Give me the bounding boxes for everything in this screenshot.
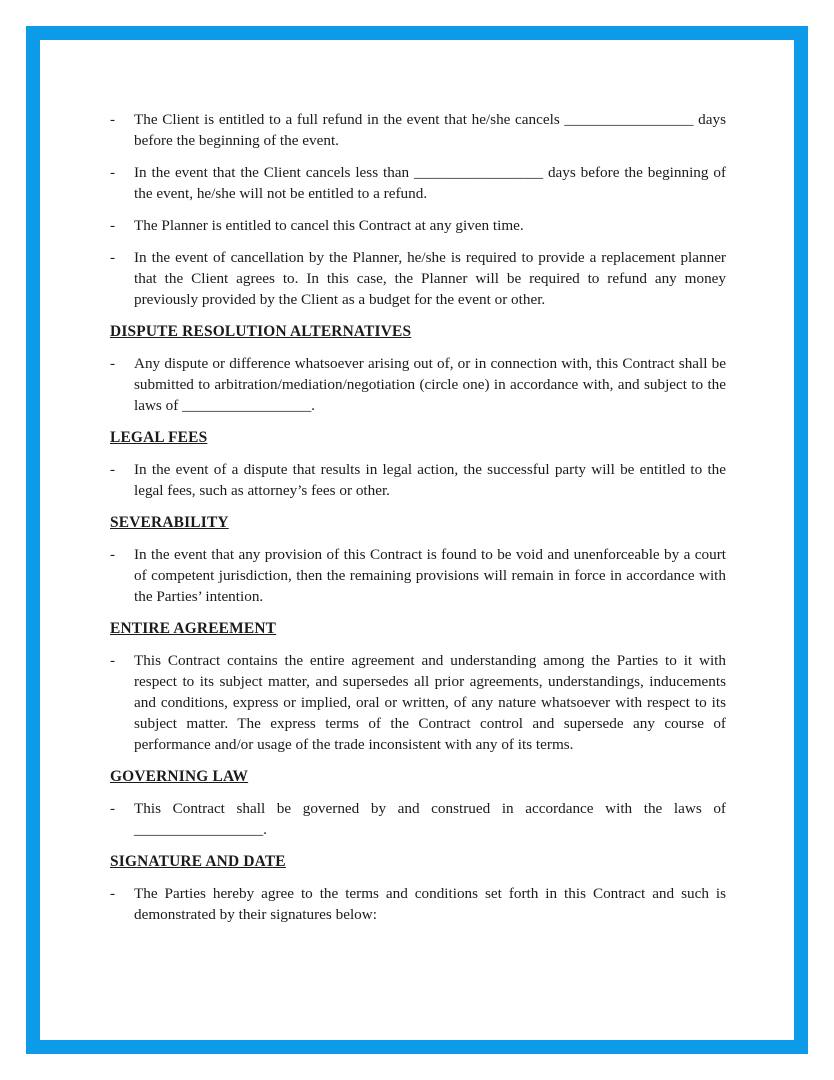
bullet-item: [110, 544, 726, 607]
contract-document: [40, 40, 794, 925]
section-severability: [110, 512, 726, 607]
bullet-dash-marker: -: [110, 249, 116, 266]
bullet-text: The Planner is entitled to cancel this Contract at any given time.: [134, 217, 524, 234]
bullet-dash-marker: -: [110, 164, 116, 181]
section-heading-entire-agreement: ENTIRE AGREEMENT: [110, 620, 277, 637]
bullet-item: [110, 353, 726, 416]
section-heading-governing-law: GOVERNING LAW: [110, 768, 249, 785]
section-cancellation-terms: [110, 109, 726, 310]
bullet-item: [110, 109, 726, 151]
bullet-dash-marker: -: [110, 461, 116, 478]
bullet-text: The Client is entitled to a full refund in the event that he/she cancels _________________ days before the beginning of the event.: [134, 111, 726, 149]
section-dispute-resolution: [110, 321, 726, 416]
bullet-item: [110, 215, 726, 236]
section-legal-fees: [110, 427, 726, 501]
bullet-item: [110, 459, 726, 501]
bullet-dash-marker: -: [110, 885, 116, 902]
section-heading-dispute-resolution-alternatives: DISPUTE RESOLUTION ALTERNATIVES: [110, 323, 412, 340]
section-heading-signature-and-date: SIGNATURE AND DATE: [110, 853, 286, 870]
bullet-text: Any dispute or difference whatsoever arising out of, or in connection with, this Contract shall be submitted to arbitration/mediation/negotiation (circle one) in accordance with, and subject to the laws of _________________.: [134, 355, 726, 414]
bullet-text: This Contract shall be governed by and construed in accordance with the laws of _________________.: [134, 800, 726, 838]
bullet-item: [110, 798, 726, 840]
blue-border-frame: [26, 26, 808, 1054]
bullet-text: In the event of a dispute that results in legal action, the successful party will be entitled to the legal fees, such as attorney’s fees or other.: [134, 461, 726, 499]
bullet-item: [110, 162, 726, 204]
section-heading-severability: SEVERABILITY: [110, 514, 229, 531]
bullet-item: [110, 883, 726, 925]
bullet-text: This Contract contains the entire agreement and understanding among the Parties to it with respect to its subject matter, and supersedes all prior agreements, understandings, inducements and conditions, express or implied, oral or written, of any nature whatsoever with respect to its subject matter. The express terms of the Contract control and supersede any course of performance and/or usage of the trade inconsistent with any of its terms.: [134, 652, 726, 753]
section-signature-and-date: [110, 851, 726, 925]
bullet-text: In the event that the Client cancels less than _________________ days before the beginning of the event, he/she will not be entitled to a refund.: [134, 164, 726, 202]
bullet-dash-marker: -: [110, 800, 116, 817]
bullet-dash-marker: -: [110, 111, 116, 128]
bullet-text: The Parties hereby agree to the terms and conditions set forth in this Contract and such is demonstrated by their signatures below:: [134, 885, 726, 923]
bullet-text: In the event that any provision of this Contract is found to be void and unenforceable by a court of competent jurisdiction, then the remaining provisions will remain in force in accordance with the Parties’ intention.: [134, 546, 726, 605]
section-heading-legal-fees: LEGAL FEES: [110, 429, 208, 446]
bullet-dash-marker: -: [110, 355, 116, 372]
section-governing-law: [110, 766, 726, 840]
bullet-dash-marker: -: [110, 652, 116, 669]
bullet-item: [110, 650, 726, 755]
bullet-dash-marker: -: [110, 546, 116, 563]
bullet-text: In the event of cancellation by the Planner, he/she is required to provide a replacement planner that the Client agrees to. In this case, the Planner will be required to refund any money previously provided by the Client as a budget for the event or other.: [134, 249, 726, 308]
bullet-item: [110, 247, 726, 310]
bullet-dash-marker: -: [110, 217, 116, 234]
section-entire-agreement: [110, 618, 726, 755]
